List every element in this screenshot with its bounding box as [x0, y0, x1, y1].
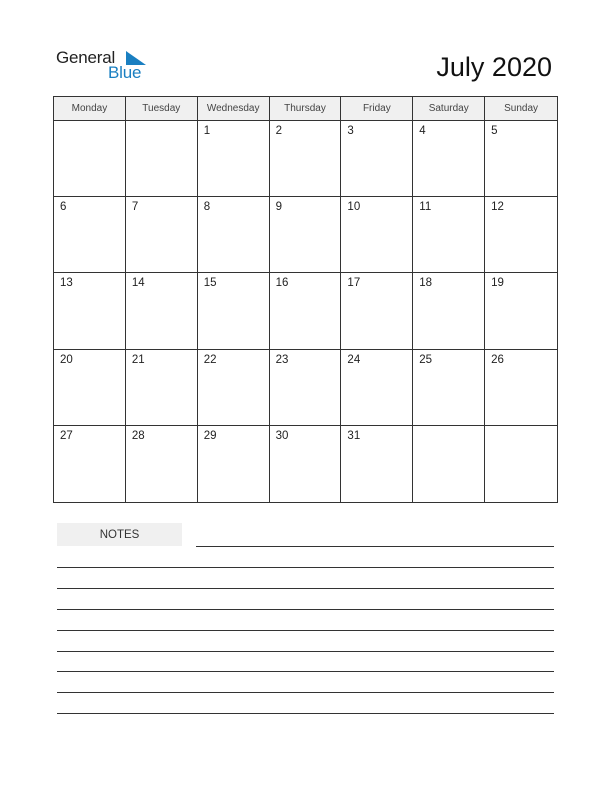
day-cell [198, 426, 270, 502]
day-cell [126, 121, 198, 197]
day-cell [341, 121, 413, 197]
day-cell [126, 197, 198, 273]
day-cell [270, 273, 342, 349]
day-number: 11 [419, 201, 432, 214]
logo-blue-text: Blue [108, 63, 142, 82]
day-number: 1 [203, 125, 211, 137]
day-number: 27 [60, 429, 73, 442]
day-number: 22 [203, 353, 217, 366]
day-number: 25 [419, 353, 433, 366]
day-number: 26 [491, 353, 504, 366]
day-number: 7 [131, 201, 139, 214]
day-cell [270, 121, 342, 197]
day-cell [413, 197, 485, 273]
day-cell [198, 273, 270, 349]
notes-line [57, 651, 554, 652]
notes-label: NOTES [57, 523, 182, 546]
weekday-header-wednesday: Wednesday [198, 97, 270, 121]
day-number: 5 [491, 125, 498, 137]
day-cell [126, 426, 198, 502]
day-cell [54, 197, 126, 273]
day-number: 18 [419, 277, 433, 290]
day-number: 4 [419, 125, 426, 137]
logo-general-text: General [56, 48, 116, 67]
weekday-header-friday: Friday [341, 97, 413, 121]
day-number: 24 [347, 353, 361, 366]
day-cell [126, 273, 198, 349]
day-number: 10 [347, 201, 361, 214]
notes-line [57, 609, 554, 610]
day-cell [126, 350, 198, 426]
notes-line [57, 713, 554, 714]
day-cell [341, 273, 413, 349]
day-number: 19 [491, 277, 504, 290]
day-cell [54, 273, 126, 349]
day-cell [270, 426, 342, 502]
day-number: 8 [203, 201, 211, 214]
day-cell [54, 426, 126, 502]
day-cell [198, 121, 270, 197]
weekday-header-tuesday: Tuesday [126, 97, 198, 121]
month-title: July 2020 [436, 52, 552, 82]
day-number: 9 [275, 201, 282, 214]
day-cell [341, 350, 413, 426]
calendar-grid [53, 96, 558, 503]
day-cell [270, 350, 342, 426]
day-number: 28 [131, 429, 145, 442]
day-cell [413, 273, 485, 349]
day-cell [54, 121, 126, 197]
day-cell [485, 197, 557, 273]
day-cell [198, 197, 270, 273]
day-number: 16 [275, 277, 289, 290]
day-number: 31 [347, 429, 361, 442]
day-number: 3 [347, 125, 354, 137]
day-cell [54, 350, 126, 426]
day-cell [485, 273, 557, 349]
day-number: 2 [275, 125, 282, 137]
day-number: 29 [203, 429, 217, 442]
day-number: 23 [275, 353, 289, 366]
weekday-header-sunday: Sunday [485, 97, 557, 121]
day-number: 15 [203, 277, 217, 290]
day-number: 12 [491, 201, 504, 214]
day-number: 13 [60, 277, 73, 290]
notes-line [196, 546, 554, 547]
day-cell [413, 426, 485, 502]
day-cell [341, 197, 413, 273]
notes-line [57, 630, 554, 631]
day-cell [413, 121, 485, 197]
notes-line [57, 671, 554, 672]
day-number: 30 [275, 429, 289, 442]
day-cell [198, 350, 270, 426]
weekday-header-saturday: Saturday [413, 97, 485, 121]
logo [56, 46, 156, 86]
day-number: 17 [347, 277, 361, 290]
day-cell [341, 426, 413, 502]
notes-line [57, 692, 554, 693]
day-cell [270, 197, 342, 273]
notes-line [57, 588, 554, 589]
day-number: 6 [60, 201, 67, 214]
day-cell [413, 350, 485, 426]
day-number: 14 [131, 277, 145, 290]
day-cell [485, 426, 557, 502]
day-cell [485, 350, 557, 426]
day-number: 20 [60, 353, 73, 366]
day-number: 21 [131, 353, 145, 366]
weekday-header-monday: Monday [54, 97, 126, 121]
weekday-header-thursday: Thursday [270, 97, 342, 121]
notes-line [57, 567, 554, 568]
day-cell [485, 121, 557, 197]
